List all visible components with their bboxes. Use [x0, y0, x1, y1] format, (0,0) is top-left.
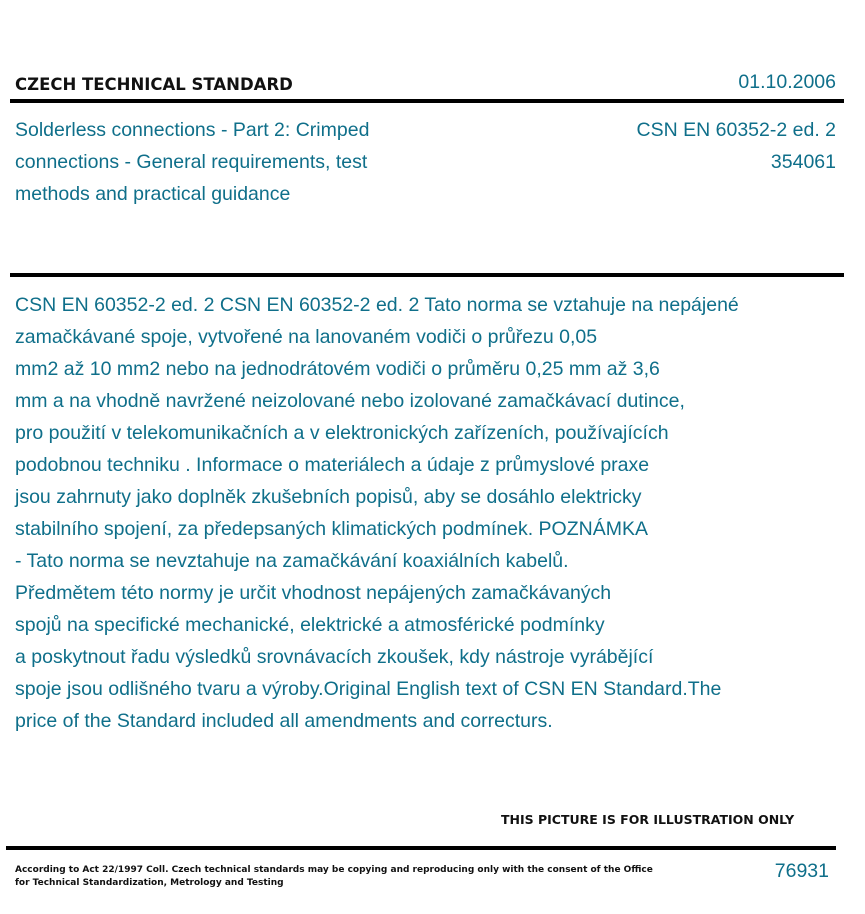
body-line: jsou zahrnuty jako doplněk zkušebních popisů, aby se dosáhlo elektricky: [15, 486, 642, 508]
body-line: CSN EN 60352-2 ed. 2 CSN EN 60352-2 ed. 2 Tato norma se vztahuje na nepájené: [15, 294, 739, 316]
body-line: price of the Standard included all amendments and correcturs.: [15, 710, 553, 732]
body-line: zamačkávané spoje, vytvořené na lanovaném vodiči o průřezu 0,05: [15, 326, 598, 348]
illustration-disclaimer: THIS PICTURE IS FOR ILLUSTRATION ONLY: [501, 812, 795, 827]
title-line: Solderless connections - Part 2: Crimped: [15, 119, 370, 141]
title-line: methods and practical guidance: [15, 183, 291, 205]
standard-code: CSN EN 60352-2 ed. 2: [636, 119, 836, 141]
legal-notice: [15, 864, 653, 890]
body-line: spojů na specifické mechanické, elektrické a atmosférické podmínky: [15, 614, 605, 636]
body-line: Předmětem této normy je určit vhodnost nepájených zamačkávaných: [15, 582, 612, 604]
title-line: connections - General requirements, test: [15, 151, 368, 173]
header-divider: [10, 99, 844, 103]
body-line: mm a na vhodně navržené neizolované nebo izolované zamačkávací dutince,: [15, 390, 685, 412]
legal-notice-line: for Technical Standardization, Metrology and Testing: [15, 878, 284, 888]
title-divider: [10, 273, 844, 277]
body-line: stabilního spojení, za předepsaných klimatických podmínek. POZNÁMKA: [15, 518, 648, 540]
standard-number: 354061: [770, 151, 836, 173]
body-line: mm2 až 10 mm2 nebo na jednodrátovém vodiči o průměru 0,25 mm až 3,6: [15, 358, 660, 380]
standard-identifier: [637, 114, 836, 178]
standard-title: [15, 114, 445, 210]
body-line: spoje jsou odlišného tvaru a výroby.Original English text of CSN EN Standard.The: [15, 678, 722, 700]
publication-date: 01.10.2006: [738, 71, 836, 93]
legal-notice-line: According to Act 22/1997 Coll. Czech technical standards may be copying and reproducing only with the consent of the Office: [15, 865, 653, 875]
body-line: pro použití v telekomunikačních a v elektronických zařízeních, používajících: [15, 422, 669, 444]
document-type-label: CZECH TECHNICAL STANDARD: [15, 75, 293, 94]
document-reference-number: 76931: [774, 860, 829, 882]
body-line: a poskytnout řadu výsledků srovnávacích zkoušek, kdy nástroje vyrábějící: [15, 646, 654, 668]
body-line: podobnou techniku . Informace o materiálech a údaje z průmyslové praxe: [15, 454, 650, 476]
body-line: - Tato norma se nevztahuje na zamačkávání koaxiálních kabelů.: [15, 550, 569, 572]
standard-description: [15, 289, 845, 737]
footer-divider: [6, 846, 836, 850]
